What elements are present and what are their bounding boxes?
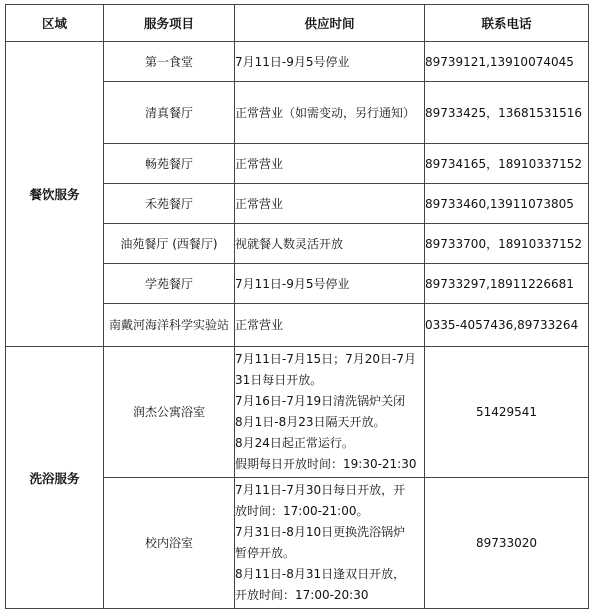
service-time: 正常营业 [235,184,425,224]
service-item: 学苑餐厅 [104,264,235,304]
service-time [235,82,425,144]
service-item: 润杰公寓浴室 [104,347,235,478]
service-time: 7月11日-9月5号停业 [235,42,425,82]
contact-phone: 89734165，18910337152 [425,144,589,184]
contact-phone: 89733297,18911226681 [425,264,589,304]
header-time: 供应时间 [235,5,425,42]
service-item: 畅苑餐厅 [104,144,235,184]
service-time [235,347,425,478]
contact-phone: 89733020 [425,478,589,609]
header-region: 区域 [6,5,104,42]
region-bathing: 洗浴服务 [6,347,104,609]
service-item: 南戴河海洋科学实验站 [104,304,235,347]
service-time: 7月11日-9月5号停业 [235,264,425,304]
contact-phone: 51429541 [425,347,589,478]
service-time [235,478,425,609]
header-row [6,5,589,42]
time-line: 8月11日-8月31日逢双日开放， [235,567,406,581]
time-line: 7月16日-7月19日清洗锅炉关闭 [235,394,406,408]
contact-phone: 0335-4057436,89733264 [425,304,589,347]
service-item: 校内浴室 [104,478,235,609]
contact-phone: 89733460,13911073805 [425,184,589,224]
contact-phone: 89733425，13681531516 [425,82,589,144]
time-line: 暂停开放。 [235,546,296,560]
service-time: 正常营业 [235,144,425,184]
time-line: 31日每日开放。 [235,373,323,387]
contact-phone: 89733700，18910337152 [425,224,589,264]
time-line: 7月31日-8月10日更换洗浴锅炉 [235,525,406,539]
service-item: 禾苑餐厅 [104,184,235,224]
table-row [6,42,589,82]
service-schedule-table [5,4,589,609]
region-dining: 餐饮服务 [6,42,104,347]
contact-phone: 89739121,13910074045 [425,42,589,82]
service-item: 第一食堂 [104,42,235,82]
service-time-text: 正常营业（如需变动，另行通知） [235,105,416,120]
time-line: 7月11日-7月30日每日开放，开 [235,483,406,497]
service-time: 视就餐人数灵活开放 [235,224,425,264]
service-time: 正常营业 [235,304,425,347]
header-phone: 联系电话 [425,5,589,42]
time-line: 8月24日起正常运行。 [235,436,354,450]
time-line: 假期每日开放时间：19:30-21:30 [235,457,417,471]
time-line: 放时间：17:00-21:00。 [235,504,369,518]
time-line: 开放时间：17:00-20:30 [235,588,369,602]
table-row [6,347,589,478]
service-item: 清真餐厅 [104,82,235,144]
header-item: 服务项目 [104,5,235,42]
service-item: 油苑餐厅 (西餐厅) [104,224,235,264]
time-line: 7月11日-7月15日；7月20日-7月 [235,352,417,366]
time-line: 8月1日-8月23日隔天开放。 [235,415,386,429]
